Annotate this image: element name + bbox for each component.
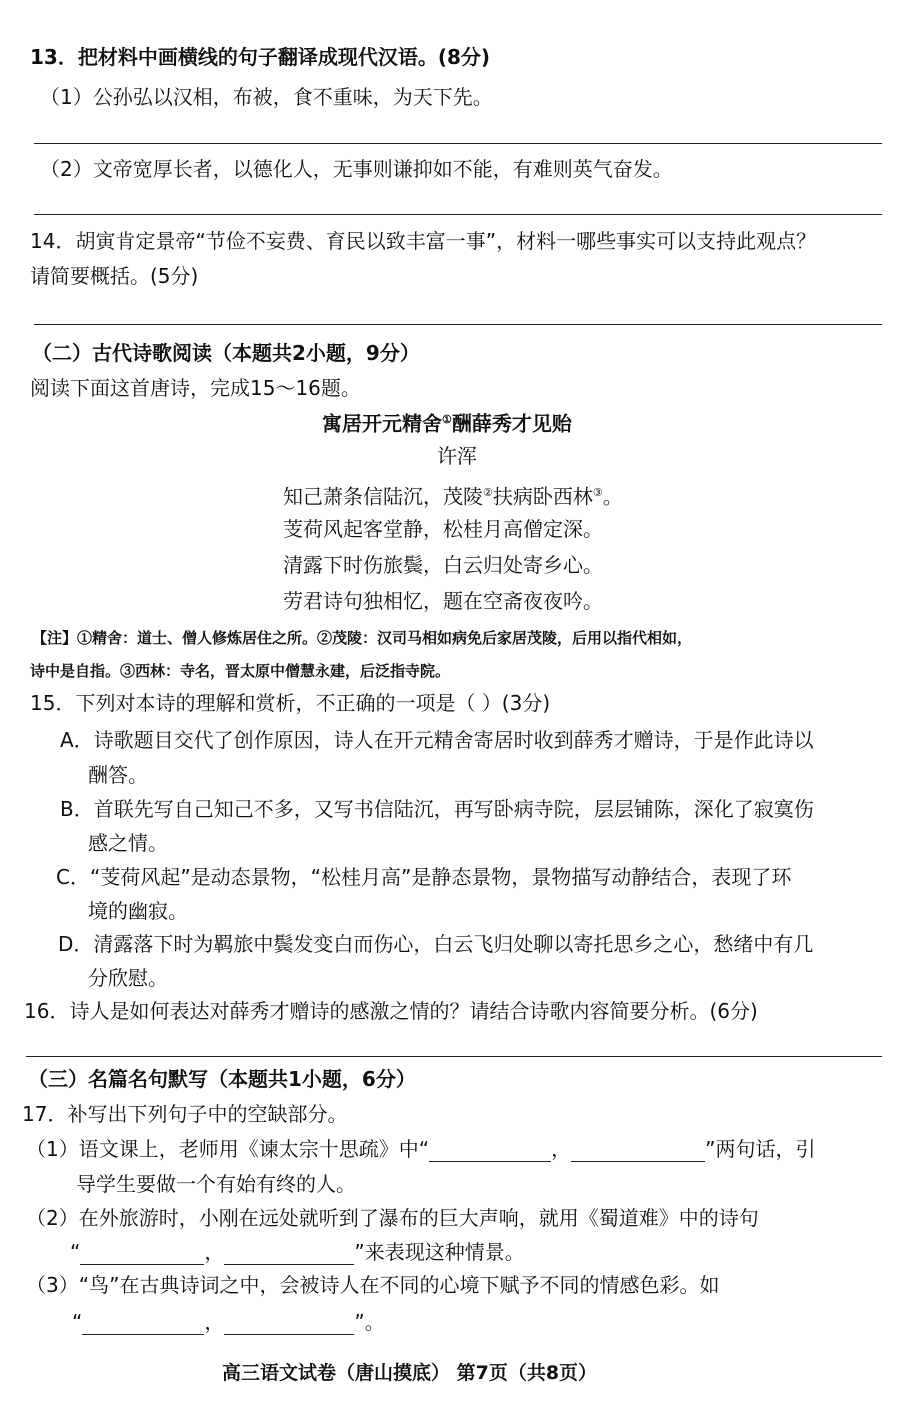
answer-line: [34, 324, 882, 325]
question-13-sentence-1: （1）公孙弘以汉相，布被，食不重味，为天下先。: [40, 85, 493, 109]
poem-line-1: [283, 480, 623, 510]
footnote-marker: ②: [483, 486, 493, 499]
open-quote: “: [70, 1240, 81, 1264]
poem-title: [322, 407, 572, 437]
item-1-text-after: ”两句话，引: [705, 1137, 816, 1161]
poem-line-1-part-3: 。: [602, 484, 623, 509]
question-14-stem-line-2: 请简要概括。(5分): [30, 264, 199, 288]
poem-title-part-2: 酬薛秀才见贻: [451, 411, 572, 436]
footnote-marker: ③: [592, 486, 603, 499]
section-2-heading: （二）古代诗歌阅读（本题共2小题，9分）: [32, 341, 420, 365]
question-15-option-c: C．“芰荷风起”是动态景物，“松桂月高”是静态景物，景物描写动静结合，表现了环: [56, 865, 792, 889]
question-14-stem-line-1: 14．胡寅肯定景帝“节俭不妄费、育民以致丰富一事”，材料一哪些事实可以支持此观点？: [30, 229, 817, 253]
item-1-text-before: （1）语文课上，老师用《谏太宗十思疏》中“: [26, 1137, 430, 1161]
item-2-comma: ，: [204, 1240, 225, 1264]
fill-in-blank[interactable]: [224, 1312, 354, 1335]
question-15-option-b-cont: 感之情。: [88, 831, 168, 855]
item-2-text-after: ”来表现这种情景。: [354, 1240, 525, 1264]
question-17-item-1-cont: 导学生要做一个有始有终的人。: [76, 1172, 356, 1196]
fill-in-blank[interactable]: [82, 1312, 204, 1335]
poem-line-3: 清露下时伤旅鬓，白云归处寄乡心。: [283, 553, 603, 577]
poem-line-2: 芰荷风起客堂静，松桂月高僧定深。: [283, 517, 603, 541]
question-15-option-c-cont: 境的幽寂。: [88, 899, 188, 923]
open-quote: “: [72, 1310, 83, 1334]
poem-title-part-1: 寓居开元精舍: [322, 411, 442, 436]
question-15-option-a: A．诗歌题目交代了创作原因，诗人在开元精舍寄居时收到薛秀才赠诗，于是作此诗以: [60, 728, 814, 752]
answer-line: [26, 1056, 882, 1057]
poem-line-4: 劳君诗句独相忆，题在空斋夜夜吟。: [283, 589, 603, 613]
question-15-option-d: D．清露落下时为羁旅中鬓发变白而伤心，白云飞归处聊以寄托思乡之心，愁绪中有几: [58, 932, 814, 956]
section-2-instruction: 阅读下面这首唐诗，完成15～16题。: [30, 376, 361, 400]
question-15-option-b: B．首联先写自己知己不多，又写书信陆沉，再写卧病寺院，层层铺陈，深化了寂寞伤: [60, 797, 814, 821]
fill-in-blank[interactable]: [429, 1139, 551, 1162]
answer-line: [34, 143, 882, 144]
poem-author: 许浑: [437, 444, 477, 468]
answer-line: [34, 214, 882, 215]
section-3-heading: （三）名篇名句默写（本题共1小题，6分）: [28, 1067, 416, 1091]
fill-in-blank[interactable]: [224, 1242, 354, 1265]
question-13-sentence-2: （2）文帝宽厚长者，以德化人，无事则谦抑如不能，有难则英气奋发。: [40, 157, 673, 181]
fill-in-blank[interactable]: [80, 1242, 204, 1265]
poem-note-line-1: 【注】①精舍：道士、僧人修炼居住之所。②茂陵：汉司马相如病免后家居茂陵，后用以指代相如，: [32, 629, 693, 647]
item-3-text-after: ”。: [354, 1310, 385, 1334]
question-17-item-2: （2）在外旅游时，小刚在远处就听到了瀑布的巨大声响，就用《蜀道难》中的诗句: [26, 1206, 759, 1230]
poem-line-1-part-2: 扶病卧西林: [492, 484, 593, 509]
item-3-comma: ，: [204, 1310, 225, 1334]
question-15-option-d-cont: 分欣慰。: [88, 966, 168, 990]
question-15-option-a-cont: 酬答。: [88, 763, 148, 787]
footnote-marker: ①: [442, 413, 452, 426]
question-17-item-2-blanks: [70, 1239, 525, 1265]
item-1-comma: ，: [551, 1137, 572, 1161]
question-17-item-3-blanks: [72, 1309, 385, 1335]
poem-line-1-part-1: 知己萧条信陆沉，茂陵: [283, 484, 483, 509]
question-13-stem: 13．把材料中画横线的句子翻译成现代汉语。(8分): [30, 45, 491, 69]
question-17-item-1: [26, 1136, 815, 1162]
page-footer: 高三语文试卷（唐山摸底） 第7页（共8页）: [222, 1362, 598, 1384]
question-16-stem: 16．诗人是如何表达对薛秀才赠诗的感激之情的？请结合诗歌内容简要分析。(6分): [24, 999, 758, 1023]
poem-note-line-2: 诗中是自指。③西林：寺名，晋太原中僧慧永建，后泛指寺院。: [30, 662, 451, 680]
fill-in-blank[interactable]: [571, 1139, 705, 1162]
question-15-stem: 15．下列对本诗的理解和赏析，不正确的一项是（ ）(3分): [30, 691, 551, 715]
question-17-item-3: （3）“鸟”在古典诗词之中，会被诗人在不同的心境下赋予不同的情感色彩。如: [26, 1273, 720, 1297]
question-17-stem: 17．补写出下列句子中的空缺部分。: [22, 1102, 348, 1126]
